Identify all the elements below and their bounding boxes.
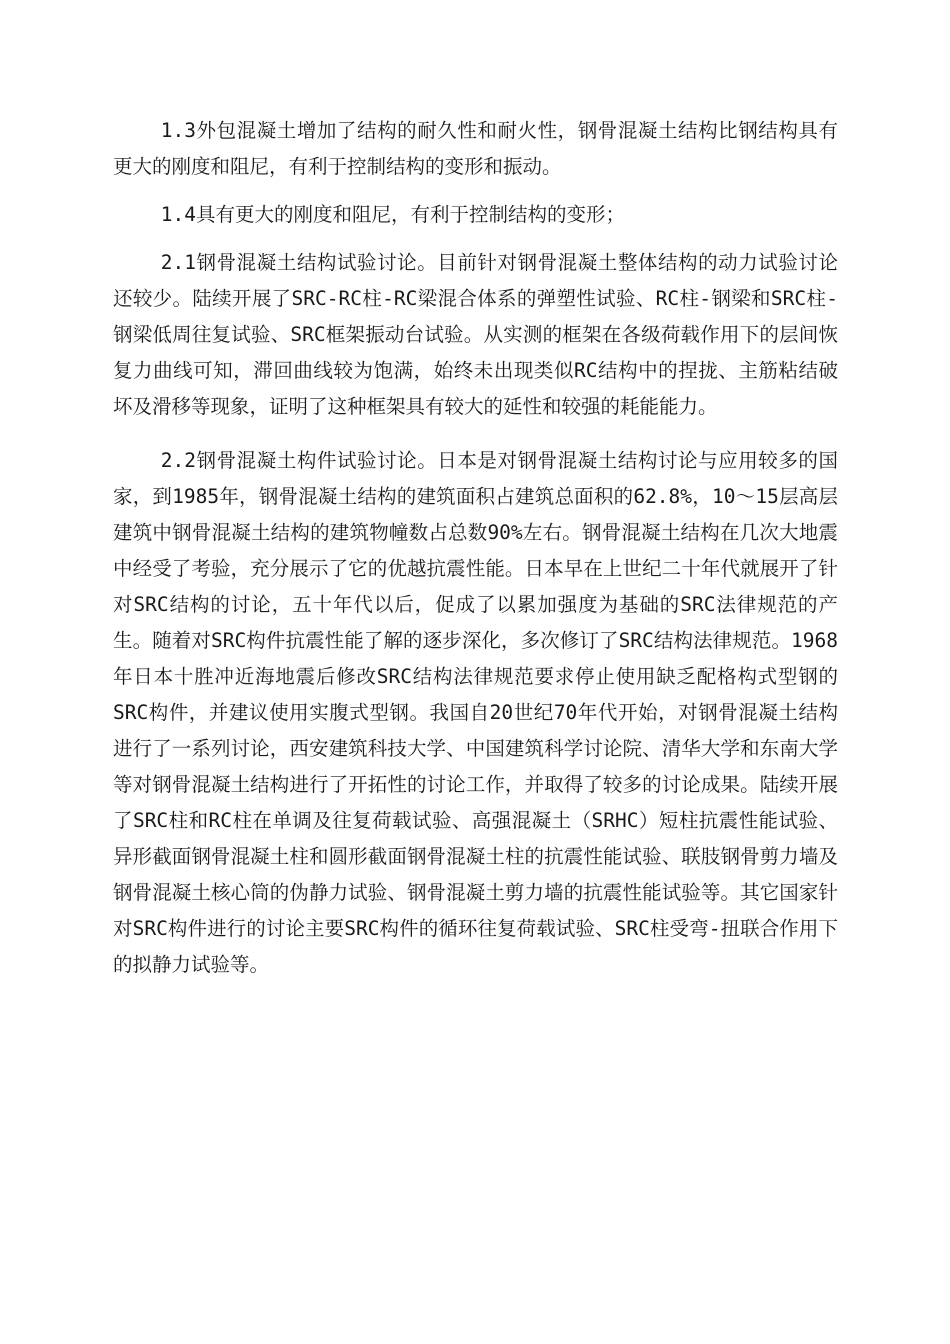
paragraph-2-1: 2.1钢骨混凝土结构试验讨论。目前针对钢骨混凝土整体结构的动力试验讨论还较少。陆续开展了SRC-RC柱-RC梁混合体系的弹塑性试验、RC柱-钢梁和SRC柱-钢梁低周往复试验、SRC框架振动台试验。从实测的框架在各级荷载作用下的层间恢复力曲线可知，滞回曲线较为饱满，始终未出现类似RC结构中的捏拢、主筋粘结破坏及滑移等现象，证明了这种框架具有较大的延性和较强的耗能能力。 bbox=[113, 251, 838, 418]
paragraph-2-2: 2.2钢骨混凝土构件试验讨论。日本是对钢骨混凝土结构讨论与应用较多的国家，到1985年，钢骨混凝土结构的建筑面积占建筑总面积的62.8%，10～15层高层建筑中钢骨混凝土结构的建筑物幢数占总数90%左右。钢骨混凝土结构在几次大地震中经受了考验，充分展示了它的优越抗震性能。日本早在上世纪二十年代就展开了针对SRC结构的讨论，五十年代以后，促成了以累加强度为基础的SRC法律规范的产生。随着对SRC构件抗震性能了解的逐步深化，多次修订了SRC结构法律规范。1968年日本十胜冲近海地震后修改SRC结构法律规范要求停止使用缺乏配格构式型钢的SRC构件，并建议使用实腹式型钢。我国自20世纪70年代开始，对钢骨混凝土结构进行了一系列讨论，西安建筑科技大学、中国建筑科学讨论院、清华大学和东南大学等对钢骨混凝土结构进行了开拓性的讨论工作，并取得了较多的讨论成果。陆续开展了SRC柱和RC柱在单调及往复荷载试验、高强混凝土（SRHC）短柱抗震性能试验、异形截面钢骨混凝土柱和圆形截面钢骨混凝土柱的抗震性能试验、联肢钢骨剪力墙及钢骨混凝土核心筒的伪静力试验、钢骨混凝土剪力墙的抗震性能试验等。其它国家针对SRC构件进行的讨论主要SRC构件的循环往复荷载试验、SRC柱受弯-扭联合作用下的拟静力试验等。 bbox=[113, 449, 838, 976]
paragraph-1-3: 1.3外包混凝土增加了结构的耐久性和耐火性，钢骨混凝土结构比钢结构具有更大的刚度和阻尼，有利于控制结构的变形和振动。 bbox=[113, 119, 838, 178]
document-body bbox=[113, 113, 838, 995]
paragraph-1-4: 1.4具有更大的刚度和阻尼，有利于控制结构的变形； bbox=[160, 203, 625, 226]
